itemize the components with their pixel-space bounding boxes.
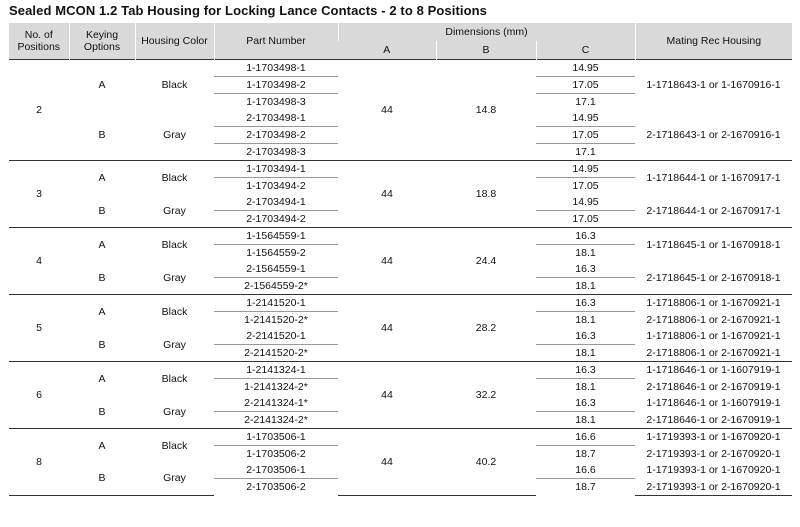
dim-a-cell: 44 <box>338 161 436 228</box>
color-cell: Gray <box>163 338 186 351</box>
dim-c-cell: 16.3 <box>536 261 635 278</box>
header-part-number: Part Number <box>214 23 338 60</box>
mating-cell: 1-1718643-1 or 1-1670916-1 <box>635 60 792 111</box>
part-number-cell: 2-1703498-3 <box>246 146 306 158</box>
keying-cell: A <box>69 60 135 111</box>
dim-a-cell: 44 <box>338 228 436 295</box>
mating-cell: 1-1718646-1 or 1-1607919-1 <box>646 397 781 410</box>
dim-b-cell: 14.8 <box>436 60 536 161</box>
header-color: Housing Color <box>135 23 214 60</box>
positions-cell: 3 <box>9 161 69 228</box>
positions-cell: 6 <box>9 362 69 429</box>
dim-c-cell: 14.95 <box>536 60 635 77</box>
part-number-cell: 2-2141324-1* <box>214 395 338 412</box>
dim-c-cell: 17.1 <box>575 96 596 108</box>
mating-cell: 2-1718644-1 or 2-1670917-1 <box>646 204 781 217</box>
mating-cell: 1-1718645-1 or 1-1670918-1 <box>635 228 792 262</box>
dim-c-cell: 18.1 <box>575 381 596 393</box>
mating-cell: 2-1718646-1 or 2-1670919-1 <box>646 413 781 426</box>
color-cell: Gray <box>163 271 186 284</box>
mating-cell: 2-1718645-1 or 2-1670918-1 <box>646 271 781 284</box>
dim-c-cell: 17.05 <box>536 77 635 94</box>
mating-cell: 2-1719393-1 or 2-1670920-1 <box>646 447 781 460</box>
dim-b-cell: 24.4 <box>436 228 536 295</box>
part-number-cell: 1-1564559-1 <box>214 228 338 245</box>
table-row <box>9 362 792 379</box>
part-number-cell: 1-1703494-2 <box>246 180 306 192</box>
color-cell: Gray <box>163 405 186 418</box>
keying-cell: A <box>69 362 135 396</box>
header-keying: Keying Options <box>69 23 135 60</box>
header-positions: No. of Positions <box>9 23 69 60</box>
dim-c-cell: 18.7 <box>575 481 596 493</box>
keying-cell: B <box>98 338 106 351</box>
color-cell: Black <box>135 161 214 195</box>
dim-b-cell: 18.8 <box>436 161 536 228</box>
keying-cell: A <box>69 429 135 463</box>
dim-c-cell: 18.1 <box>575 414 596 426</box>
part-number-cell: 2-1703498-2 <box>214 127 338 144</box>
dim-c-cell: 17.05 <box>536 127 635 144</box>
part-number-cell: 1-2141520-2* <box>244 314 308 326</box>
part-number-cell: 2-2141520-1 <box>214 328 338 345</box>
keying-cell: A <box>69 228 135 262</box>
dim-c-cell: 17.05 <box>572 180 599 192</box>
part-number-cell: 1-1703506-2 <box>246 448 306 460</box>
mating-cell: 1-1719393-1 or 1-1670920-1 <box>635 429 792 446</box>
dim-c-cell: 14.95 <box>536 194 635 211</box>
header-row-1 <box>9 23 792 41</box>
mating-cell: 2-1719393-1 or 2-1670920-1 <box>635 479 792 496</box>
part-number-cell: 2-1564559-1 <box>214 261 338 278</box>
mating-cell: 1-1719393-1 or 1-1670920-1 <box>646 464 781 477</box>
mating-cell: 2-1718643-1 or 2-1670916-1 <box>646 129 781 141</box>
dim-c-cell: 18.1 <box>575 314 596 326</box>
table-row <box>9 161 792 178</box>
mating-cell: 1-1718806-1 or 1-1670921-1 <box>646 330 781 343</box>
dim-c-cell: 14.95 <box>536 110 635 127</box>
color-cell: Gray <box>163 129 186 141</box>
part-number-cell: 1-1703498-1 <box>214 60 338 77</box>
keying-cell: A <box>69 295 135 329</box>
dim-c-cell: 16.3 <box>536 328 635 345</box>
color-cell: Black <box>135 295 214 329</box>
keying-cell: B <box>69 462 135 495</box>
header-dimensions: Dimensions (mm) <box>338 23 635 41</box>
positions-cell: 2 <box>9 60 69 161</box>
dim-c-cell: 18.1 <box>575 347 596 359</box>
dim-c-cell: 17.05 <box>572 213 599 225</box>
header-mating: Mating Rec Housing <box>635 23 792 60</box>
part-number-cell: 2-1703506-2 <box>246 481 306 493</box>
table-row <box>9 295 792 312</box>
keying-cell: B <box>98 271 106 284</box>
part-number-cell: 1-1703494-1 <box>214 161 338 178</box>
part-number-cell: 1-2141324-2* <box>244 381 308 393</box>
part-number-cell: 2-1564559-2* <box>244 280 308 292</box>
positions-cell: 5 <box>9 295 69 362</box>
dim-c-cell: 18.1 <box>575 247 596 259</box>
dim-c-cell: 17.1 <box>575 146 596 158</box>
part-number-cell: 2-1703494-1 <box>214 194 338 211</box>
part-number-cell: 1-1703498-3 <box>246 96 306 108</box>
keying-cell: B <box>98 204 106 217</box>
keying-cell: B <box>98 405 106 418</box>
page-title: Sealed MCON 1.2 Tab Housing for Locking Lance Contacts - 2 to 8 Positions <box>9 3 488 18</box>
part-number-cell: 2-1703498-1 <box>214 110 338 127</box>
positions-cell: 8 <box>9 429 69 496</box>
header-dim-c: C <box>536 41 635 60</box>
mating-cell: 1-1718806-1 or 1-1670921-1 <box>635 295 792 312</box>
part-number-cell: 1-1703498-2 <box>214 77 338 94</box>
dim-c-cell: 14.95 <box>536 161 635 178</box>
color-cell: Black <box>135 60 214 111</box>
dim-a-cell: 44 <box>338 429 436 496</box>
color-cell: Gray <box>163 204 186 217</box>
positions-cell: 4 <box>9 228 69 295</box>
header-dim-b: B <box>436 41 536 60</box>
dim-c-cell: 16.6 <box>536 429 635 446</box>
mating-cell: 1-1718644-1 or 1-1670917-1 <box>635 161 792 195</box>
dim-b-cell: 28.2 <box>436 295 536 362</box>
table-body <box>9 60 792 496</box>
table-row <box>9 60 792 77</box>
table-row <box>9 228 792 245</box>
dim-b-cell: 32.2 <box>436 362 536 429</box>
color-cell: Black <box>135 362 214 396</box>
mating-cell: 2-1718806-1 or 2-1670921-1 <box>646 313 781 326</box>
keying-cell: B <box>98 129 106 141</box>
color-cell: Gray <box>135 462 214 495</box>
dim-c-cell: 16.3 <box>536 228 635 245</box>
dim-c-cell: 18.7 <box>575 448 596 460</box>
housing-table <box>9 23 792 496</box>
dim-a-cell: 44 <box>338 362 436 429</box>
table-row <box>9 429 792 446</box>
part-number-cell: 1-2141324-1 <box>214 362 338 379</box>
part-number-cell: 2-2141324-2* <box>244 414 308 426</box>
dim-a-cell: 44 <box>338 295 436 362</box>
part-number-cell: 1-1703506-1 <box>214 429 338 446</box>
part-number-cell: 1-2141520-1 <box>214 295 338 312</box>
mating-cell: 1-1718646-1 or 1-1607919-1 <box>635 362 792 379</box>
part-number-cell: 2-1703494-2 <box>246 213 306 225</box>
dim-c-cell: 16.3 <box>536 362 635 379</box>
dim-c-cell: 16.3 <box>536 295 635 312</box>
header-dim-a: A <box>338 41 436 60</box>
color-cell: Black <box>135 228 214 262</box>
dim-b-cell: 40.2 <box>436 429 536 496</box>
keying-cell: A <box>69 161 135 195</box>
dim-a-cell: 44 <box>338 60 436 161</box>
dim-c-cell: 16.6 <box>536 462 635 479</box>
part-number-cell: 2-2141520-2* <box>244 347 308 359</box>
part-number-cell: 1-1564559-2 <box>246 247 306 259</box>
part-number-cell: 2-1703506-1 <box>214 462 338 479</box>
mating-cell: 2-1718806-1 or 2-1670921-1 <box>646 346 781 359</box>
mating-cell: 2-1718646-1 or 2-1670919-1 <box>646 380 781 393</box>
dim-c-cell: 16.3 <box>536 395 635 412</box>
color-cell: Black <box>135 429 214 463</box>
dim-c-cell: 18.1 <box>575 280 596 292</box>
